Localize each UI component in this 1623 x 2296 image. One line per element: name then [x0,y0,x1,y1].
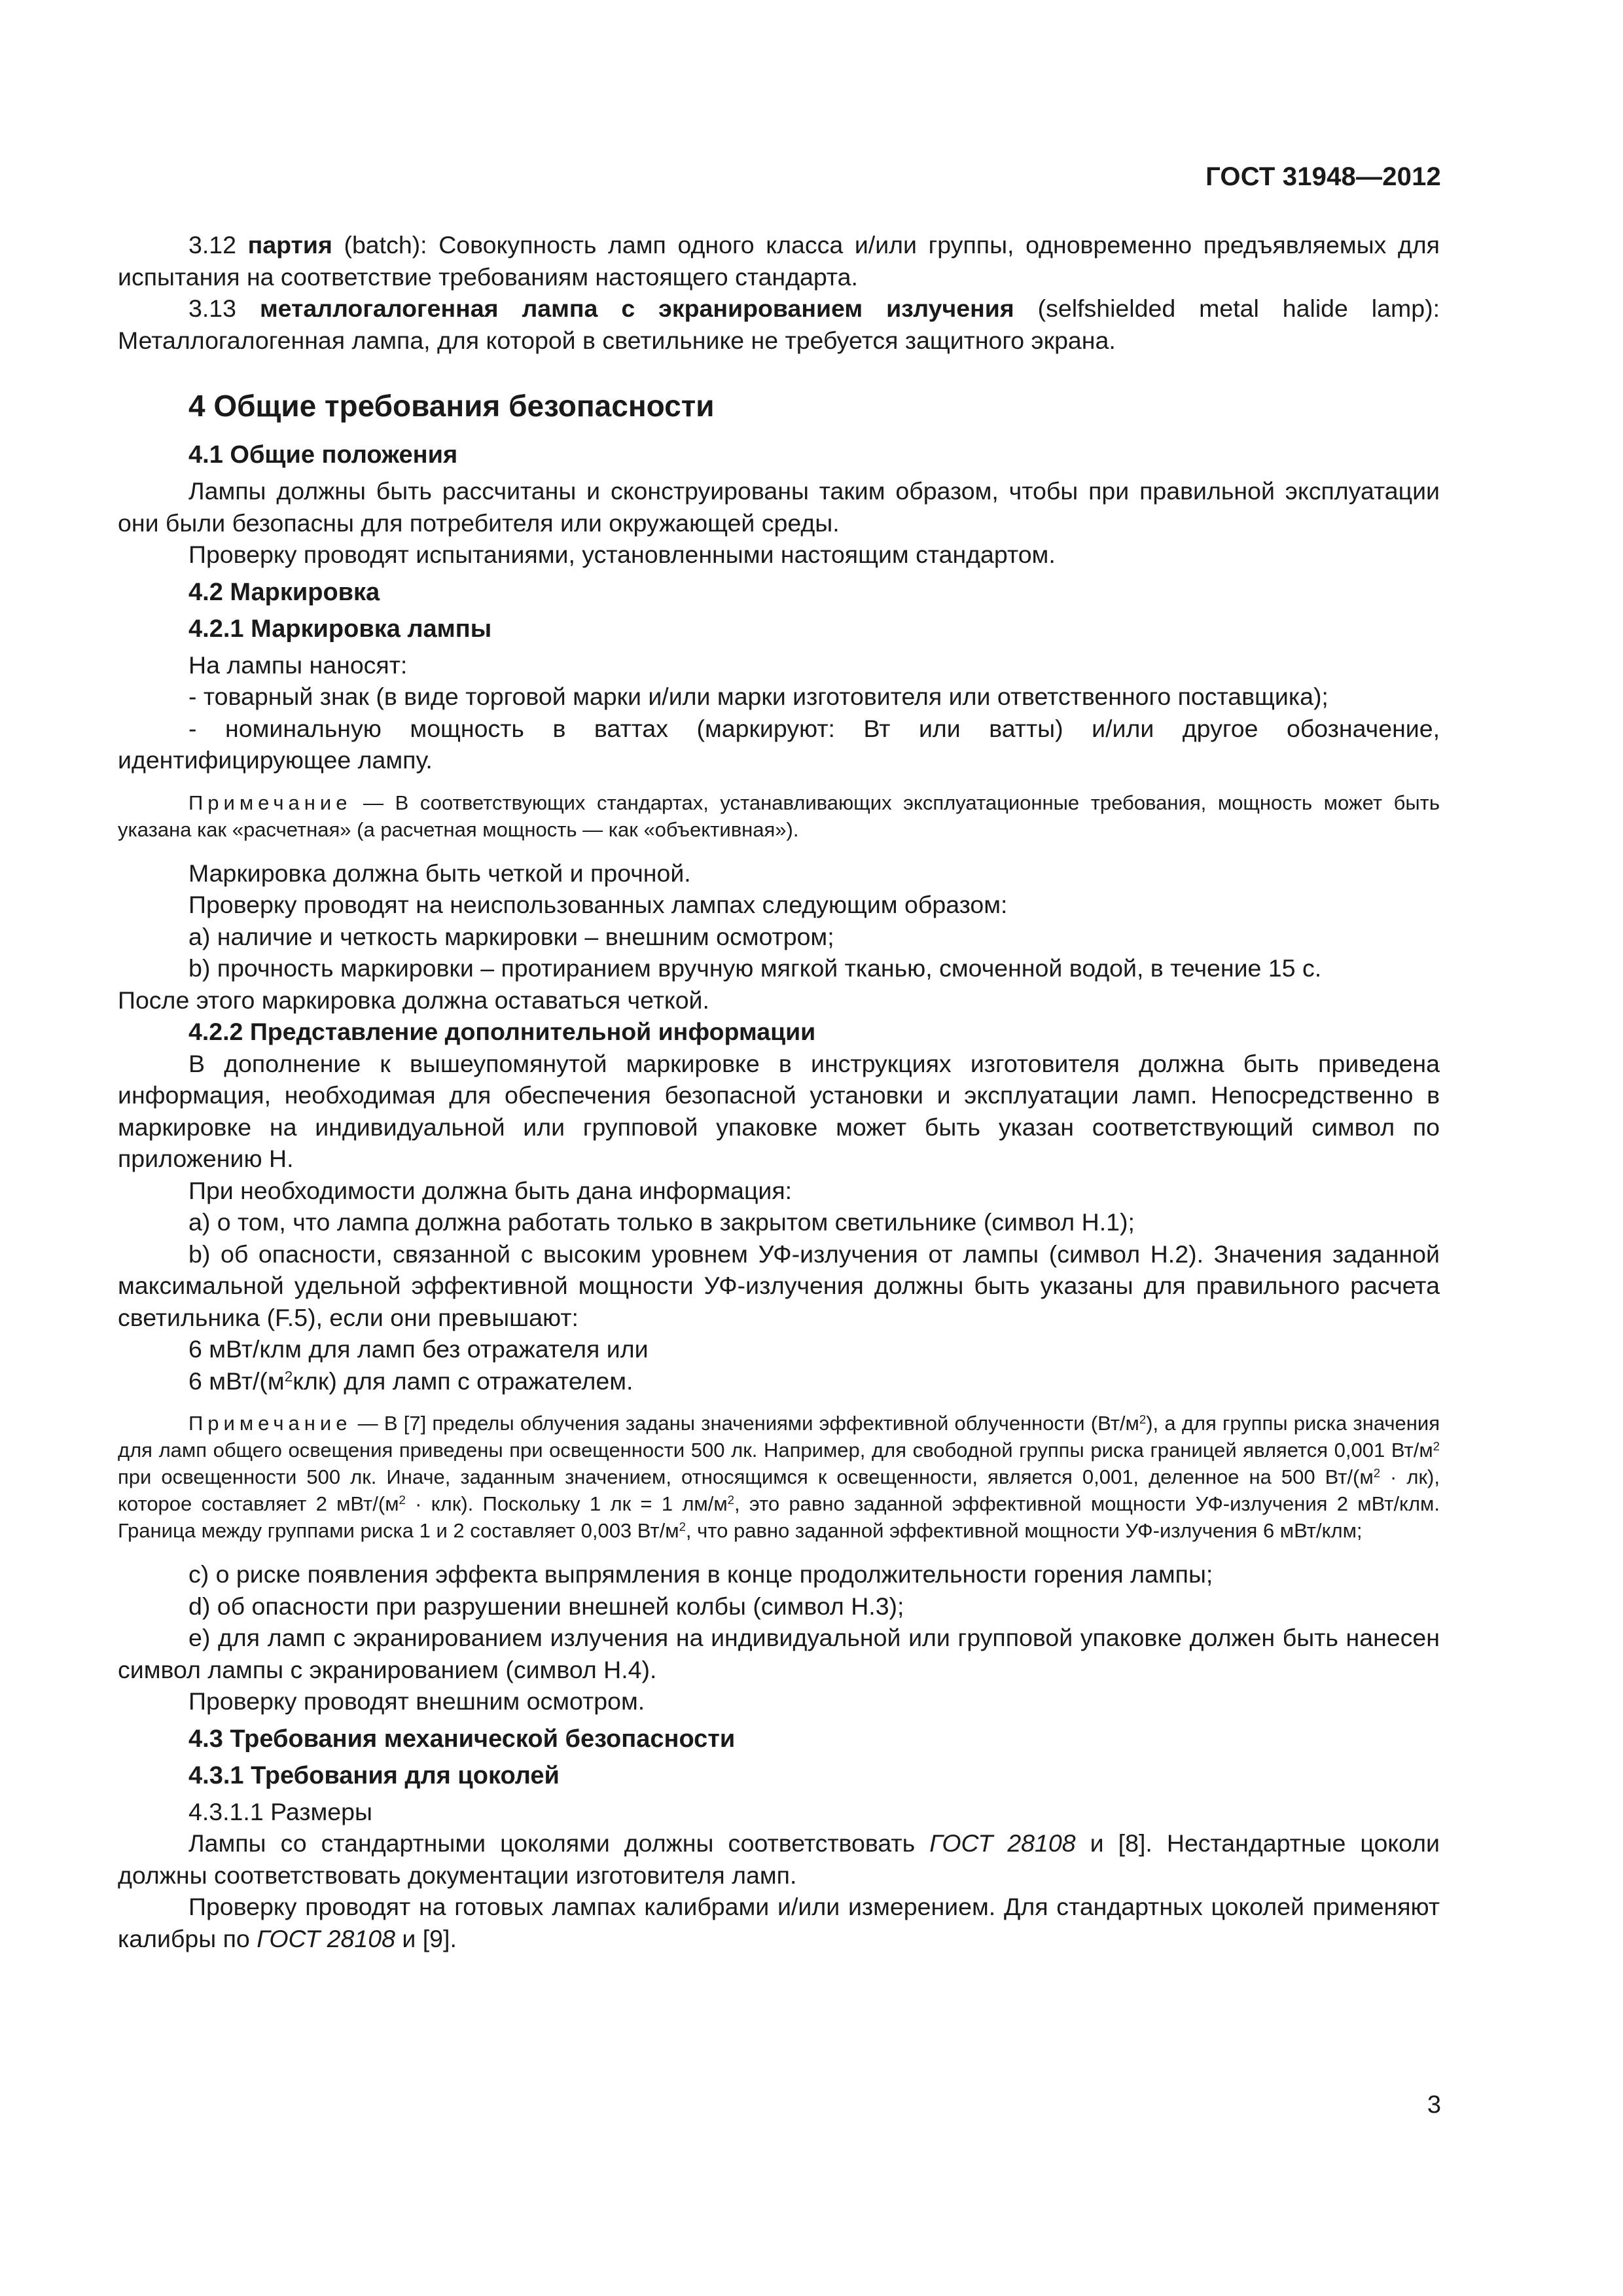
definition-number: 3.13 [188,295,260,322]
paragraph: Проверку проводят внешним осмотром. [188,1687,645,1715]
list-item: а) о том, что лампа должна работать только в закрытом светильнике (символ Н.1); [188,1208,1135,1236]
standard-reference: ГОСТ 28108 [257,1924,395,1952]
note-label: Примечание [188,791,352,814]
section-4-2-1-title: 4.2.1 Маркировка лампы [188,615,492,643]
paragraph [118,1365,1440,1397]
section-4-2-title: 4.2 Маркировка [188,578,380,606]
superscript: 2 [1373,1465,1381,1480]
list-item: е) для ламп с экранированием излучения на индивидуальной или групповой упаковке должен быть нанесен символ лампы с экранированием (символ Н.4). [118,1624,1440,1683]
definition-term: металлогалогенная лампа с экранированием излучения [259,295,1014,322]
paragraph: В дополнение к вышеупомянутой маркировке в инструкциях изготовителя должна быть приведена информация, необходимая для обеспечения безопасной установки и эксплуатации ламп. Непосредственно в маркировке на индивидуальной или групповой упаковке может быть указан соответствующий символ по приложению Н. [118,1049,1440,1172]
paragraph: На лампы наносят: [188,651,408,679]
text-run: и [9]. [395,1924,457,1952]
paragraph: Проверку проводят испытаниями, установленными настоящим стандартом. [188,541,1056,568]
section-4-title: 4 Общие требования безопасности [188,389,715,423]
page-number: 3 [1427,2091,1441,2119]
text-run: ), а для группы риска значения для ламп общего освещения приведены при освещенности 500 лк. Например, для свободной группы риска границей является 0,001 Вт/м [118,1412,1440,1462]
definition-3-13 [118,293,1440,356]
paragraph: Проверку проводят на неиспользованных лампах следующим образом: [188,891,1008,918]
list-item: - номинальную мощность в ваттах (маркируют: Вт или ватты) и/или другое обозначение, идентифицирующее лампу. [118,714,1440,774]
text-run: Лампы со стандартными цоколями должны соответствовать [188,1829,930,1857]
text-run: 6 мВт/(м [188,1367,285,1395]
superscript: 2 [399,1492,406,1507]
text-run: · лк), которое составляет 2 мВт/(м [118,1465,1440,1515]
superscript: 2 [727,1492,735,1507]
superscript: 2 [284,1368,293,1385]
definition-term: партия [247,231,332,259]
text-run: при освещенности 500 лк. Иначе, заданным значением, относящимся к освещенности, является 0,001, деленное на 500 Вт/(м [118,1465,1374,1488]
list-item: b) прочность маркировки – протиранием вручную мягкой тканью, смоченной водой, в течение 15 с. [188,954,1322,982]
section-4-2-2-title: 4.2.2 Представление дополнительной информации [188,1018,816,1045]
standard-reference: ГОСТ 28108 [929,1829,1076,1857]
page-body [118,229,1440,1954]
paragraph: После этого маркировка должна оставаться четкой. [118,986,709,1014]
list-item: а) наличие и четкость маркировки – внешним осмотром; [188,922,834,950]
paragraph: 6 мВт/клм для ламп без отражателя или [188,1335,649,1363]
paragraph: При необходимости должна быть дана информация: [188,1176,793,1204]
section-4-3-1-title: 4.3.1 Требования для цоколей [188,1761,560,1789]
note-text: — В соответствующих стандартах, устанавливающих эксплуатационные требования, мощность может быть указана как «расчетная» (а расчетная мощность — как «объективная»). [118,791,1440,841]
paragraph: Маркировка должна быть четкой и прочной. [188,859,691,887]
superscript: 2 [1433,1439,1440,1453]
list-item: с) о риске появления эффекта выпрямления в конце продолжительности горения лампы; [188,1560,1213,1588]
text-run: , что равно заданной эффективной мощности УФ-излучения 6 мВт/клм; [685,1519,1363,1542]
section-4-1-title: 4.1 Общие положения [188,441,458,469]
note-label: Примечание [188,1412,352,1435]
list-item: - товарный знак (в виде торговой марки и/или марки изготовителя или ответственного поставщика); [188,683,1329,710]
text-run: , это равно заданной эффективной мощности УФ-излучения 2 мВт/клм. Граница между группами риска 1 и 2 составляет 0,003 Вт/м [118,1492,1440,1542]
text-run: и [8]. Нестандартные цоколи должны соответствовать документации изготовителя ламп. [118,1829,1440,1889]
document-code: ГОСТ 31948—2012 [1205,162,1441,191]
paragraph: Лампы должны быть рассчитаны и сконструированы таким образом, чтобы при правильной эксплуатации они были безопасны для потребителя или окружающей среды. [118,477,1440,537]
text-run: — В [7] пределы облучения заданы значениями эффективной облученности (Вт/м [351,1412,1139,1435]
text-run: клк) для ламп с отражателем. [293,1367,633,1395]
superscript: 2 [679,1519,686,1534]
text-run: Проверку проводят на готовых лампах калибрами и/или измерением. Для стандартных цоколей применяют калибры по [118,1893,1440,1952]
list-item: b) об опасности, связанной с высоким уровнем УФ-излучения от лампы (символ Н.2). Значения заданной максимальной удельной эффективной мощности УФ-излучения должны быть указаны для правильного расчета светильника (F.5), если они превышают: [118,1240,1440,1331]
definition-text: (selfshielded metal halide lamp): Металлогалогенная лампа, для которой в светильнике не требуется защитного экрана. [118,295,1440,354]
definition-number: 3.12 [188,231,248,259]
section-4-3-title: 4.3 Требования механической безопасности [188,1725,736,1753]
text-run: · клк). Поскольку 1 лк = 1 лм/м [405,1492,728,1515]
subsection-4-3-1-1: 4.3.1.1 Размеры [188,1797,372,1825]
definition-3-12 [118,229,1440,293]
paragraph [118,1891,1440,1954]
list-item: d) об опасности при разрушении внешней колбы (символ Н.3); [188,1592,904,1620]
superscript: 2 [1139,1412,1147,1426]
paragraph [118,1827,1440,1891]
note-marking [118,789,1440,843]
definition-text: (batch): Совокупность ламп одного класса и/или группы, одновременно предъявляемых для испытания на соответствие требованиям настоящего стандарта. [118,231,1440,291]
note-uv-limits [118,1410,1440,1544]
